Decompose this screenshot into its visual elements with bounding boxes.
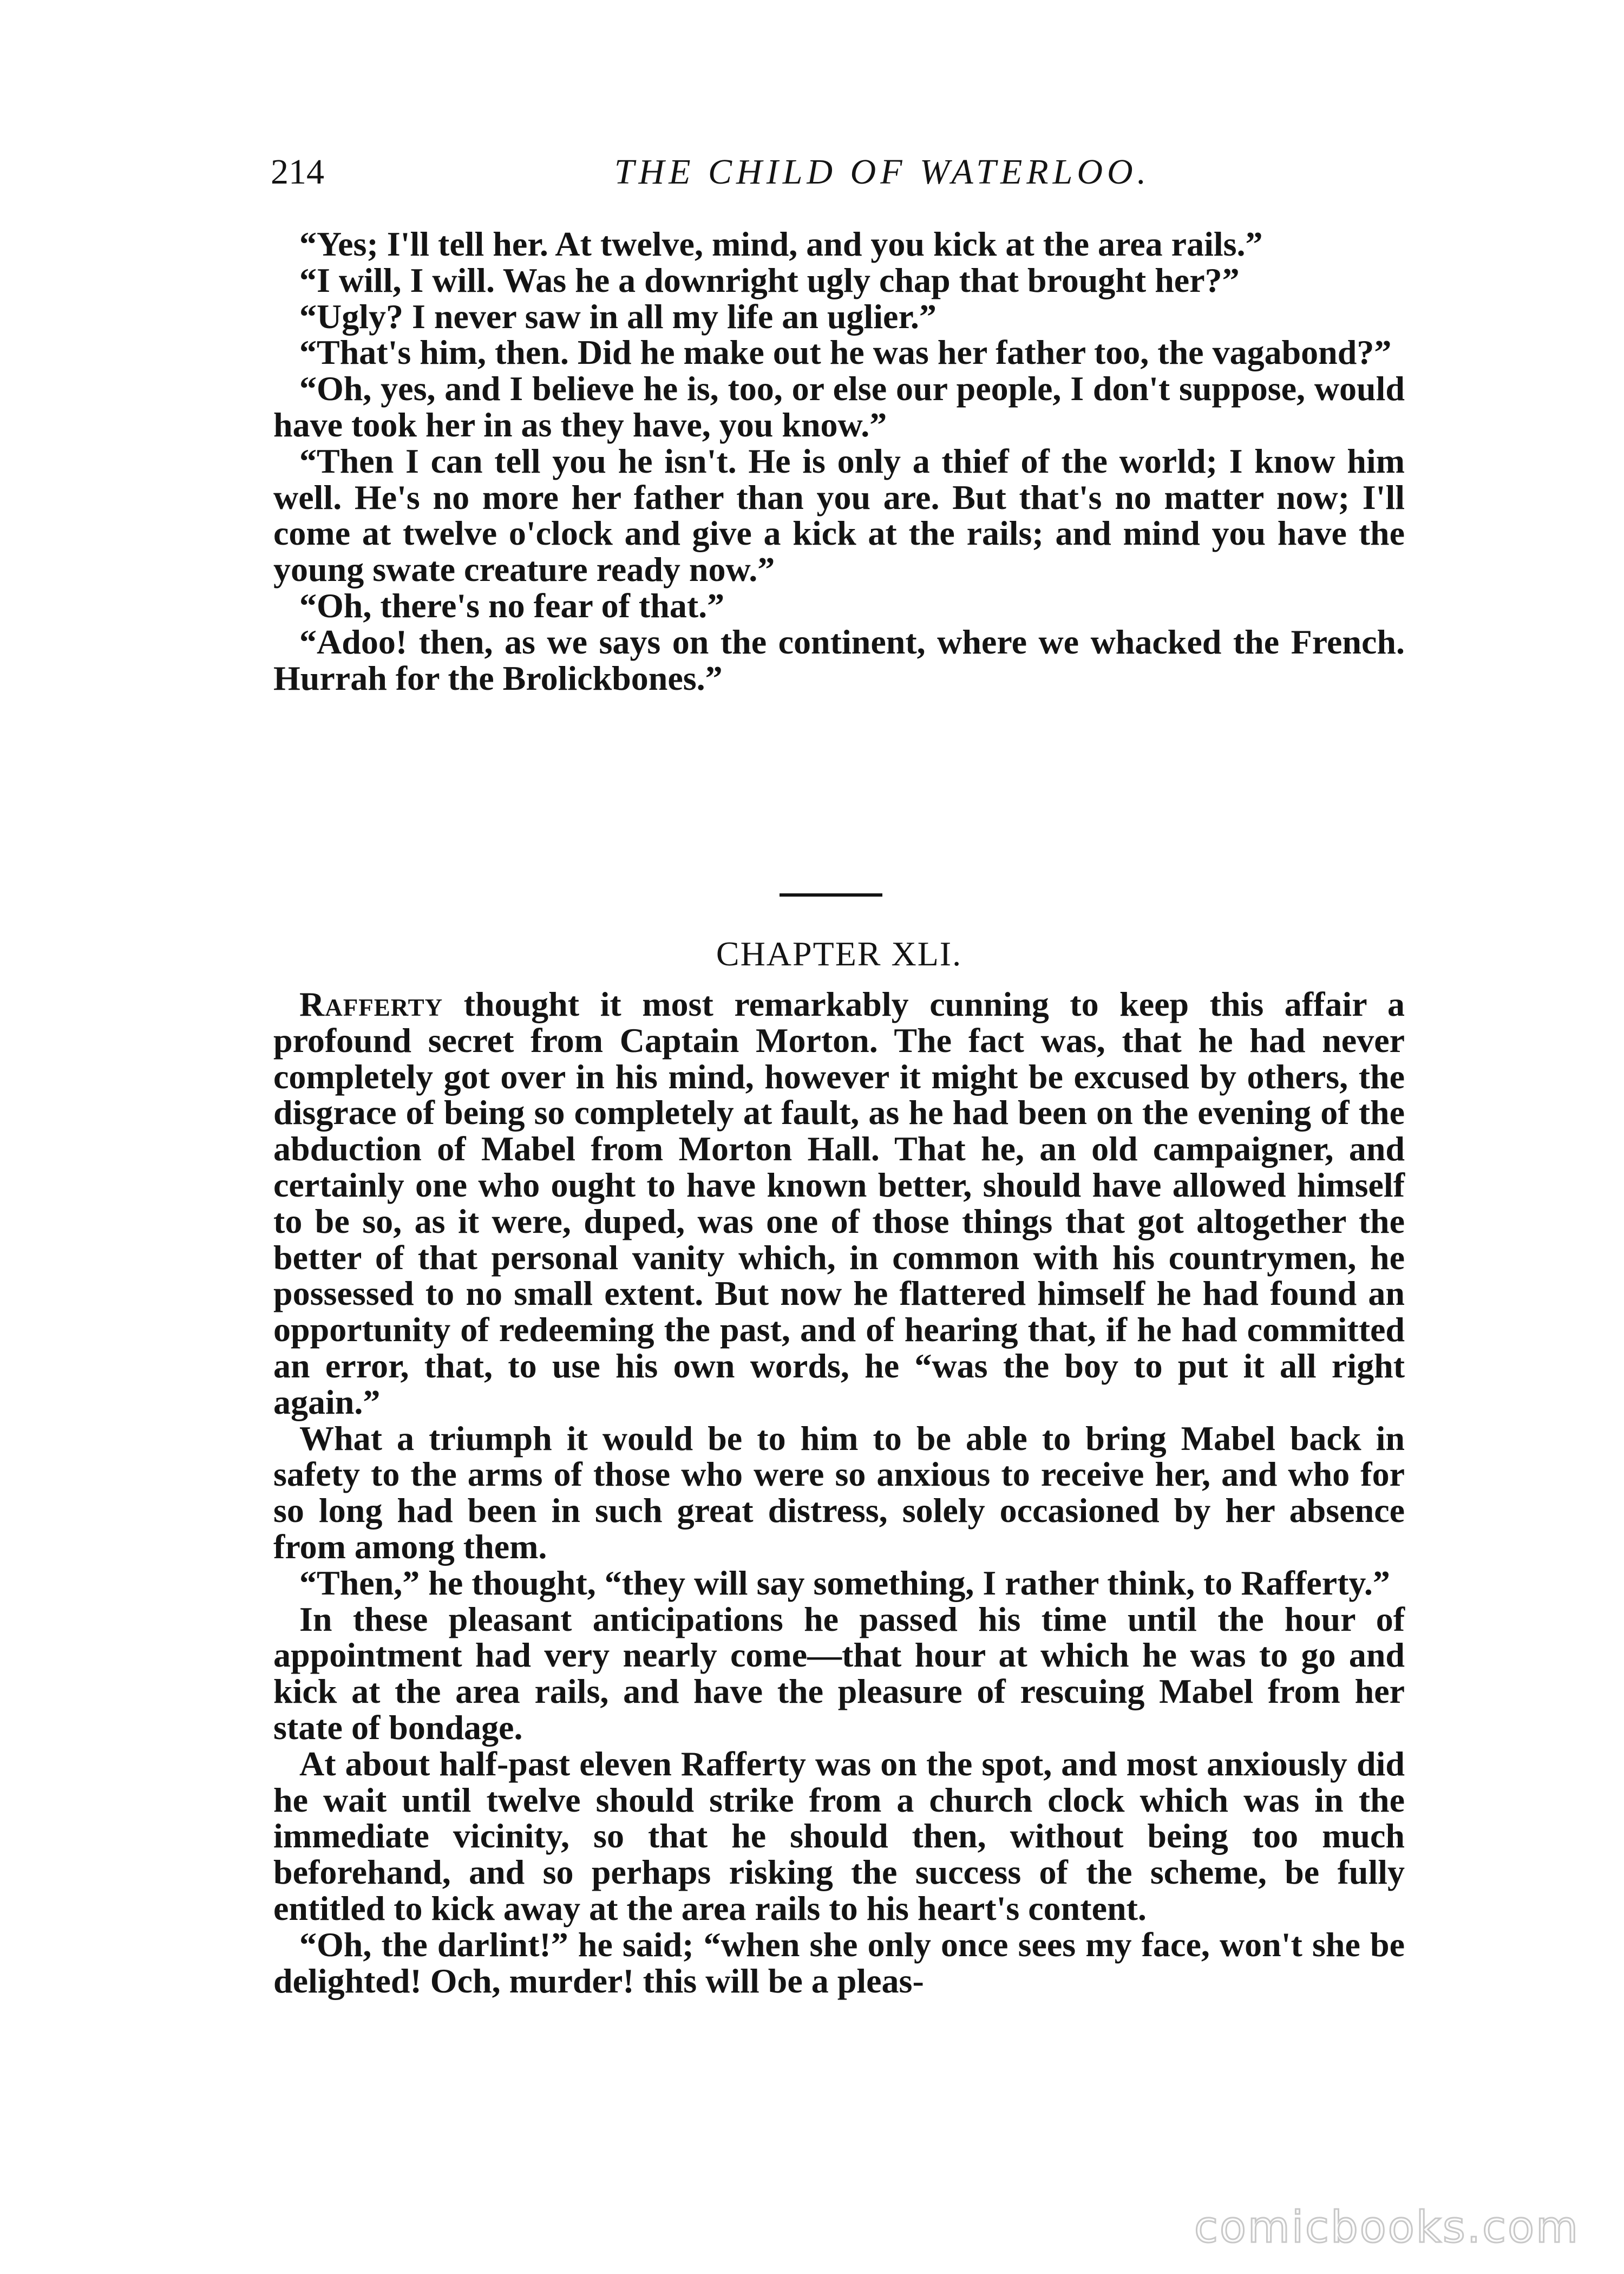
watermark: comicbooks.com — [1194, 2202, 1580, 2252]
paragraph: “Adoo! then, as we says on the continent, where we whacked the French. Hurrah for the Brolickbones.” — [273, 622, 1405, 697]
chapter-heading: CHAPTER XLI. — [716, 935, 962, 973]
section-divider — [780, 893, 882, 897]
paragraph: What a triumph it would be to him to be able to bring Mabel back in safety to the arms of those who were so anxious to receive her, and who for so long had been in such great distress, solely occasioned by her absence from among them. — [273, 1419, 1405, 1566]
paragraph: In these pleasant anticipations he passed his time until the hour of appointment had very nearly come—that hour at which he was to go and kick at the area rails, and have the pleasure of rescuing Mabel from her state of bondage. — [273, 1599, 1405, 1747]
page-header — [271, 145, 1407, 205]
running-title: THE CHILD OF WATERLOO. — [614, 152, 1151, 192]
chapter-opening-paragraph — [273, 986, 1405, 1421]
paragraph: “Oh, the darlint!” he said; “when she only once sees my face, won't she be delighted! Och, murder! this will be a pleas- — [273, 1925, 1405, 2000]
paragraph: “I will, I will. Was he a downright ugly chap that brought her?” — [299, 260, 1240, 299]
chapter-body — [273, 986, 1405, 1999]
paragraph: “Yes; I'll tell her. At twelve, mind, and you kick at the area rails.” — [299, 225, 1263, 263]
paragraph: “That's him, then. Did he make out he was her father too, the vagabond?” — [299, 333, 1392, 372]
page-number: 214 — [271, 152, 324, 192]
paragraph-text: thought it most remarkably cunning to keep this affair a profound secret from Captain Morton. The fact was, that he had never completely got over in his mind, however it might be excused by others, the disgrace of being so completely at fault, as he had been on the evening of the abduction of Mabel from Morton Hall. That he, an old campaigner, and certainly one who ought to have known better, should have allowed himself to be so, as it were, duped, was one of those things that got altogether the better of that personal vanity which, in common with his countrymen, he possessed to no small extent. But now he flattered himself he had found an opportunity of redeeming the past, and of hearing that, if he had committed an error, that, to use his own words, he “was the boy to put it all right again.” — [273, 985, 1405, 1421]
dialogue-section — [273, 226, 1405, 696]
paragraph: “Then I can tell you he isn't. He is only a thief of the world; I know him well. He's no more her father than you are. But that's no matter now; I'll come at twelve o'clock and give a kick at the rails; and mind you have the young swate creature ready now.” — [273, 441, 1405, 589]
paragraph: At about half-past eleven Rafferty was on the spot, and most anxiously did he wait until twelve should strike from a church clock which was in the immediate vicinity, so that he should then, without being too much beforehand, and so perhaps risking the success of the scheme, be fully entitled to kick away at the area rails to his heart's content. — [273, 1744, 1405, 1927]
paragraph: “Oh, yes, and I believe he is, too, or else our people, I don't suppose, would have took her in as they have, you know.” — [273, 369, 1405, 444]
paragraph: “Oh, there's no fear of that.” — [299, 586, 725, 625]
paragraph: “Ugly? I never saw in all my life an uglier.” — [299, 297, 937, 336]
paragraph: “Then,” he thought, “they will say something, I rather think, to Rafferty.” — [299, 1563, 1390, 1602]
chapter-first-word: Rafferty — [299, 985, 443, 1023]
